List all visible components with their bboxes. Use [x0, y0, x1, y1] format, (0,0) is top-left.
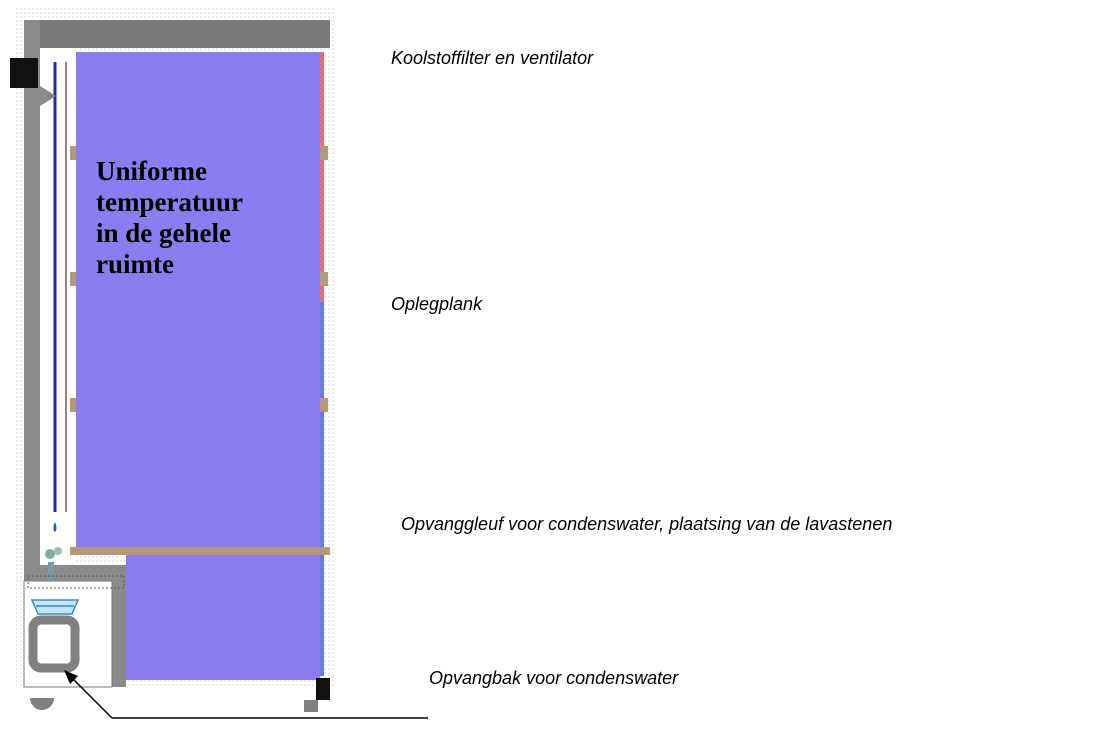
label-carbon-filter: Koolstoffilter en ventilator — [391, 48, 594, 68]
condensate-tray — [33, 620, 75, 668]
label-condensate-tray: Opvangbak voor condenswater — [429, 668, 679, 688]
chamber-caption-line: Uniforme — [96, 156, 207, 186]
cabinet-top-wall — [24, 20, 330, 48]
lower-chamber — [126, 552, 320, 680]
chamber-caption-line: ruimte — [96, 249, 174, 279]
shelf-bracket — [320, 398, 328, 412]
shelf-bracket — [320, 146, 328, 160]
condensate-gutter — [70, 547, 330, 555]
label-shelf: Oplegplank — [391, 294, 483, 314]
lava-stone-icon — [54, 547, 62, 555]
cooling-chamber — [76, 52, 320, 552]
lava-stone-icon — [45, 549, 55, 559]
carbon-filter-fan-icon — [10, 58, 38, 88]
shelf-bracket — [70, 146, 76, 160]
cabinet-foot — [304, 700, 318, 712]
door-bottom-block — [316, 678, 330, 700]
cabinet-left-wall — [24, 20, 40, 580]
shelf-bracket — [320, 272, 328, 286]
cool-strip — [320, 302, 324, 676]
chamber-caption-line: temperatuur — [96, 187, 243, 217]
air-duct — [40, 48, 76, 564]
drain-pipe — [48, 562, 54, 580]
chamber-caption-line: in de gehele — [96, 218, 231, 248]
shelf-bracket — [70, 272, 76, 286]
warm-strip — [320, 52, 324, 302]
shelf-bracket — [70, 398, 76, 412]
cabinet-wheel — [30, 698, 54, 710]
compartment-divider — [112, 565, 126, 687]
label-condensate-gutter: Opvanggleuf voor condenswater, plaatsing van de lavastenen — [401, 514, 893, 534]
chamber-caption — [96, 156, 296, 280]
